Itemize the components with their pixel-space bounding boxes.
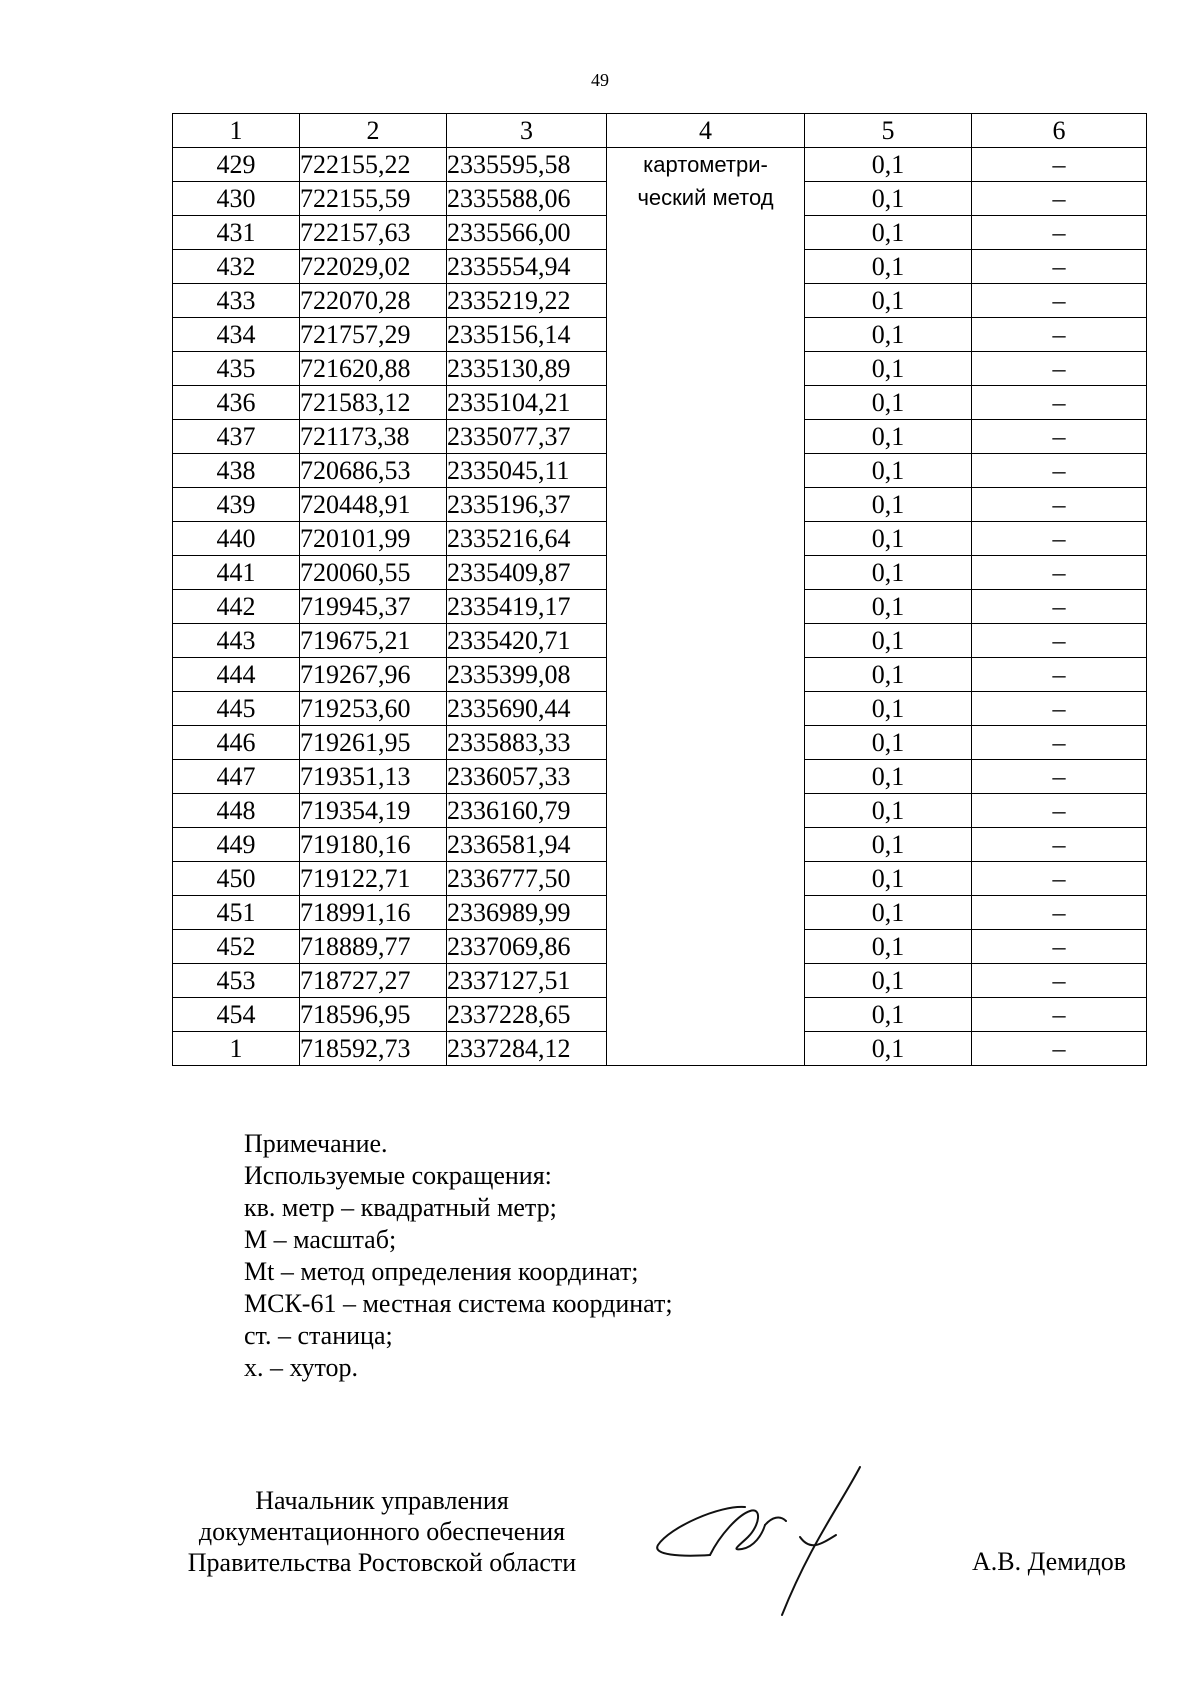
x-coordinate-cell: 718592,73 bbox=[300, 1032, 447, 1066]
notes-block bbox=[244, 1128, 673, 1384]
y-coordinate-cell: 2337127,51 bbox=[447, 964, 607, 998]
note-cell: – bbox=[972, 998, 1147, 1032]
point-number-cell: 453 bbox=[173, 964, 300, 998]
point-number-cell: 434 bbox=[173, 318, 300, 352]
y-coordinate-cell: 2335566,00 bbox=[447, 216, 607, 250]
point-number-cell: 443 bbox=[173, 624, 300, 658]
table-header-row bbox=[173, 114, 1147, 148]
x-coordinate-cell: 722157,63 bbox=[300, 216, 447, 250]
point-number-cell: 429 bbox=[173, 148, 300, 182]
point-number-cell: 430 bbox=[173, 182, 300, 216]
note-cell: – bbox=[972, 896, 1147, 930]
notes-line: М – масштаб; bbox=[244, 1225, 397, 1254]
point-number-cell: 436 bbox=[173, 386, 300, 420]
y-coordinate-cell: 2335196,37 bbox=[447, 488, 607, 522]
note-cell: – bbox=[972, 760, 1147, 794]
note-cell: – bbox=[972, 216, 1147, 250]
precision-cell: 0,1 bbox=[805, 624, 972, 658]
notes-line: Используемые сокращения: bbox=[244, 1161, 552, 1190]
precision-cell: 0,1 bbox=[805, 930, 972, 964]
y-coordinate-cell: 2335690,44 bbox=[447, 692, 607, 726]
note-cell: – bbox=[972, 692, 1147, 726]
signer-position-line: Правительства Ростовской области bbox=[187, 1548, 577, 1577]
column-header: 3 bbox=[447, 114, 607, 148]
notes-line: ст. – станица; bbox=[244, 1321, 393, 1350]
x-coordinate-cell: 722155,22 bbox=[300, 148, 447, 182]
y-coordinate-cell: 2337228,65 bbox=[447, 998, 607, 1032]
note-cell: – bbox=[972, 794, 1147, 828]
point-number-cell: 442 bbox=[173, 590, 300, 624]
x-coordinate-cell: 719354,19 bbox=[300, 794, 447, 828]
x-coordinate-cell: 719675,21 bbox=[300, 624, 447, 658]
x-coordinate-cell: 719122,71 bbox=[300, 862, 447, 896]
y-coordinate-cell: 2335554,94 bbox=[447, 250, 607, 284]
precision-cell: 0,1 bbox=[805, 862, 972, 896]
x-coordinate-cell: 719945,37 bbox=[300, 590, 447, 624]
precision-cell: 0,1 bbox=[805, 182, 972, 216]
x-coordinate-cell: 719267,96 bbox=[300, 658, 447, 692]
point-number-cell: 452 bbox=[173, 930, 300, 964]
table-body bbox=[173, 148, 1147, 1066]
y-coordinate-cell: 2335588,06 bbox=[447, 182, 607, 216]
point-number-cell: 446 bbox=[173, 726, 300, 760]
precision-cell: 0,1 bbox=[805, 964, 972, 998]
note-cell: – bbox=[972, 828, 1147, 862]
y-coordinate-cell: 2335045,11 bbox=[447, 454, 607, 488]
precision-cell: 0,1 bbox=[805, 998, 972, 1032]
signer-name: А.В. Демидов bbox=[972, 1547, 1127, 1576]
point-number-cell: 438 bbox=[173, 454, 300, 488]
precision-cell: 0,1 bbox=[805, 896, 972, 930]
y-coordinate-cell: 2335104,21 bbox=[447, 386, 607, 420]
notes-title: Примечание. bbox=[244, 1129, 388, 1158]
point-number-cell: 1 bbox=[173, 1032, 300, 1066]
precision-cell: 0,1 bbox=[805, 420, 972, 454]
point-number-cell: 440 bbox=[173, 522, 300, 556]
x-coordinate-cell: 719253,60 bbox=[300, 692, 447, 726]
y-coordinate-cell: 2335216,64 bbox=[447, 522, 607, 556]
precision-cell: 0,1 bbox=[805, 1032, 972, 1066]
x-coordinate-cell: 718889,77 bbox=[300, 930, 447, 964]
y-coordinate-cell: 2337284,12 bbox=[447, 1032, 607, 1066]
y-coordinate-cell: 2336160,79 bbox=[447, 794, 607, 828]
x-coordinate-cell: 719261,95 bbox=[300, 726, 447, 760]
y-coordinate-cell: 2335219,22 bbox=[447, 284, 607, 318]
point-number-cell: 454 bbox=[173, 998, 300, 1032]
coordinates-table bbox=[172, 113, 1147, 1066]
method-line: ческий метод bbox=[637, 185, 774, 210]
point-number-cell: 435 bbox=[173, 352, 300, 386]
y-coordinate-cell: 2337069,86 bbox=[447, 930, 607, 964]
signer-position-line: документационного обеспечения bbox=[198, 1517, 566, 1546]
y-coordinate-cell: 2336989,99 bbox=[447, 896, 607, 930]
column-header: 5 bbox=[805, 114, 972, 148]
x-coordinate-cell: 719180,16 bbox=[300, 828, 447, 862]
precision-cell: 0,1 bbox=[805, 726, 972, 760]
table-row bbox=[173, 148, 1147, 182]
note-cell: – bbox=[972, 1032, 1147, 1066]
x-coordinate-cell: 720101,99 bbox=[300, 522, 447, 556]
y-coordinate-cell: 2335156,14 bbox=[447, 318, 607, 352]
note-cell: – bbox=[972, 318, 1147, 352]
point-number-cell: 444 bbox=[173, 658, 300, 692]
y-coordinate-cell: 2335420,71 bbox=[447, 624, 607, 658]
point-number-cell: 449 bbox=[173, 828, 300, 862]
y-coordinate-cell: 2335883,33 bbox=[447, 726, 607, 760]
x-coordinate-cell: 718596,95 bbox=[300, 998, 447, 1032]
x-coordinate-cell: 722029,02 bbox=[300, 250, 447, 284]
note-cell: – bbox=[972, 522, 1147, 556]
x-coordinate-cell: 720448,91 bbox=[300, 488, 447, 522]
precision-cell: 0,1 bbox=[805, 148, 972, 182]
x-coordinate-cell: 720060,55 bbox=[300, 556, 447, 590]
precision-cell: 0,1 bbox=[805, 250, 972, 284]
precision-cell: 0,1 bbox=[805, 454, 972, 488]
column-header: 2 bbox=[300, 114, 447, 148]
point-number-cell: 439 bbox=[173, 488, 300, 522]
note-cell: – bbox=[972, 590, 1147, 624]
point-number-cell: 448 bbox=[173, 794, 300, 828]
precision-cell: 0,1 bbox=[805, 284, 972, 318]
y-coordinate-cell: 2336777,50 bbox=[447, 862, 607, 896]
x-coordinate-cell: 721620,88 bbox=[300, 352, 447, 386]
point-number-cell: 441 bbox=[173, 556, 300, 590]
note-cell: – bbox=[972, 556, 1147, 590]
precision-cell: 0,1 bbox=[805, 318, 972, 352]
method-cell bbox=[607, 148, 805, 1066]
column-header: 1 bbox=[173, 114, 300, 148]
precision-cell: 0,1 bbox=[805, 488, 972, 522]
point-number-cell: 450 bbox=[173, 862, 300, 896]
x-coordinate-cell: 721583,12 bbox=[300, 386, 447, 420]
y-coordinate-cell: 2335419,17 bbox=[447, 590, 607, 624]
notes-line: х. – хутор. bbox=[244, 1353, 359, 1382]
note-cell: – bbox=[972, 658, 1147, 692]
note-cell: – bbox=[972, 454, 1147, 488]
notes-line: МСК-61 – местная система координат; bbox=[244, 1289, 673, 1318]
precision-cell: 0,1 bbox=[805, 794, 972, 828]
note-cell: – bbox=[972, 386, 1147, 420]
y-coordinate-cell: 2336581,94 bbox=[447, 828, 607, 862]
precision-cell: 0,1 bbox=[805, 590, 972, 624]
x-coordinate-cell: 719351,13 bbox=[300, 760, 447, 794]
precision-cell: 0,1 bbox=[805, 760, 972, 794]
note-cell: – bbox=[972, 930, 1147, 964]
precision-cell: 0,1 bbox=[805, 692, 972, 726]
note-cell: – bbox=[972, 148, 1147, 182]
column-header: 6 bbox=[972, 114, 1147, 148]
point-number-cell: 445 bbox=[173, 692, 300, 726]
note-cell: – bbox=[972, 862, 1147, 896]
precision-cell: 0,1 bbox=[805, 216, 972, 250]
y-coordinate-cell: 2335595,58 bbox=[447, 148, 607, 182]
precision-cell: 0,1 bbox=[805, 352, 972, 386]
point-number-cell: 451 bbox=[173, 896, 300, 930]
precision-cell: 0,1 bbox=[805, 556, 972, 590]
note-cell: – bbox=[972, 488, 1147, 522]
precision-cell: 0,1 bbox=[805, 658, 972, 692]
x-coordinate-cell: 722070,28 bbox=[300, 284, 447, 318]
note-cell: – bbox=[972, 250, 1147, 284]
x-coordinate-cell: 721757,29 bbox=[300, 318, 447, 352]
point-number-cell: 433 bbox=[173, 284, 300, 318]
precision-cell: 0,1 bbox=[805, 828, 972, 862]
precision-cell: 0,1 bbox=[805, 386, 972, 420]
y-coordinate-cell: 2335130,89 bbox=[447, 352, 607, 386]
signer-position-line: Начальник управления bbox=[255, 1486, 509, 1515]
signer-position bbox=[162, 1485, 602, 1578]
notes-line: кв. метр – квадратный метр; bbox=[244, 1193, 557, 1222]
note-cell: – bbox=[972, 726, 1147, 760]
notes-line: Mt – метод определения координат; bbox=[244, 1257, 639, 1286]
note-cell: – bbox=[972, 964, 1147, 998]
x-coordinate-cell: 722155,59 bbox=[300, 182, 447, 216]
note-cell: – bbox=[972, 420, 1147, 454]
note-cell: – bbox=[972, 352, 1147, 386]
point-number-cell: 447 bbox=[173, 760, 300, 794]
x-coordinate-cell: 720686,53 bbox=[300, 454, 447, 488]
point-number-cell: 431 bbox=[173, 216, 300, 250]
y-coordinate-cell: 2335399,08 bbox=[447, 658, 607, 692]
method-line: картометри- bbox=[643, 152, 768, 177]
y-coordinate-cell: 2336057,33 bbox=[447, 760, 607, 794]
y-coordinate-cell: 2335077,37 bbox=[447, 420, 607, 454]
column-header: 4 bbox=[607, 114, 805, 148]
x-coordinate-cell: 718727,27 bbox=[300, 964, 447, 998]
x-coordinate-cell: 721173,38 bbox=[300, 420, 447, 454]
page-number: 49 bbox=[591, 70, 609, 90]
point-number-cell: 432 bbox=[173, 250, 300, 284]
point-number-cell: 437 bbox=[173, 420, 300, 454]
note-cell: – bbox=[972, 624, 1147, 658]
handwritten-signature bbox=[650, 1465, 950, 1635]
x-coordinate-cell: 718991,16 bbox=[300, 896, 447, 930]
note-cell: – bbox=[972, 284, 1147, 318]
precision-cell: 0,1 bbox=[805, 522, 972, 556]
y-coordinate-cell: 2335409,87 bbox=[447, 556, 607, 590]
note-cell: – bbox=[972, 182, 1147, 216]
